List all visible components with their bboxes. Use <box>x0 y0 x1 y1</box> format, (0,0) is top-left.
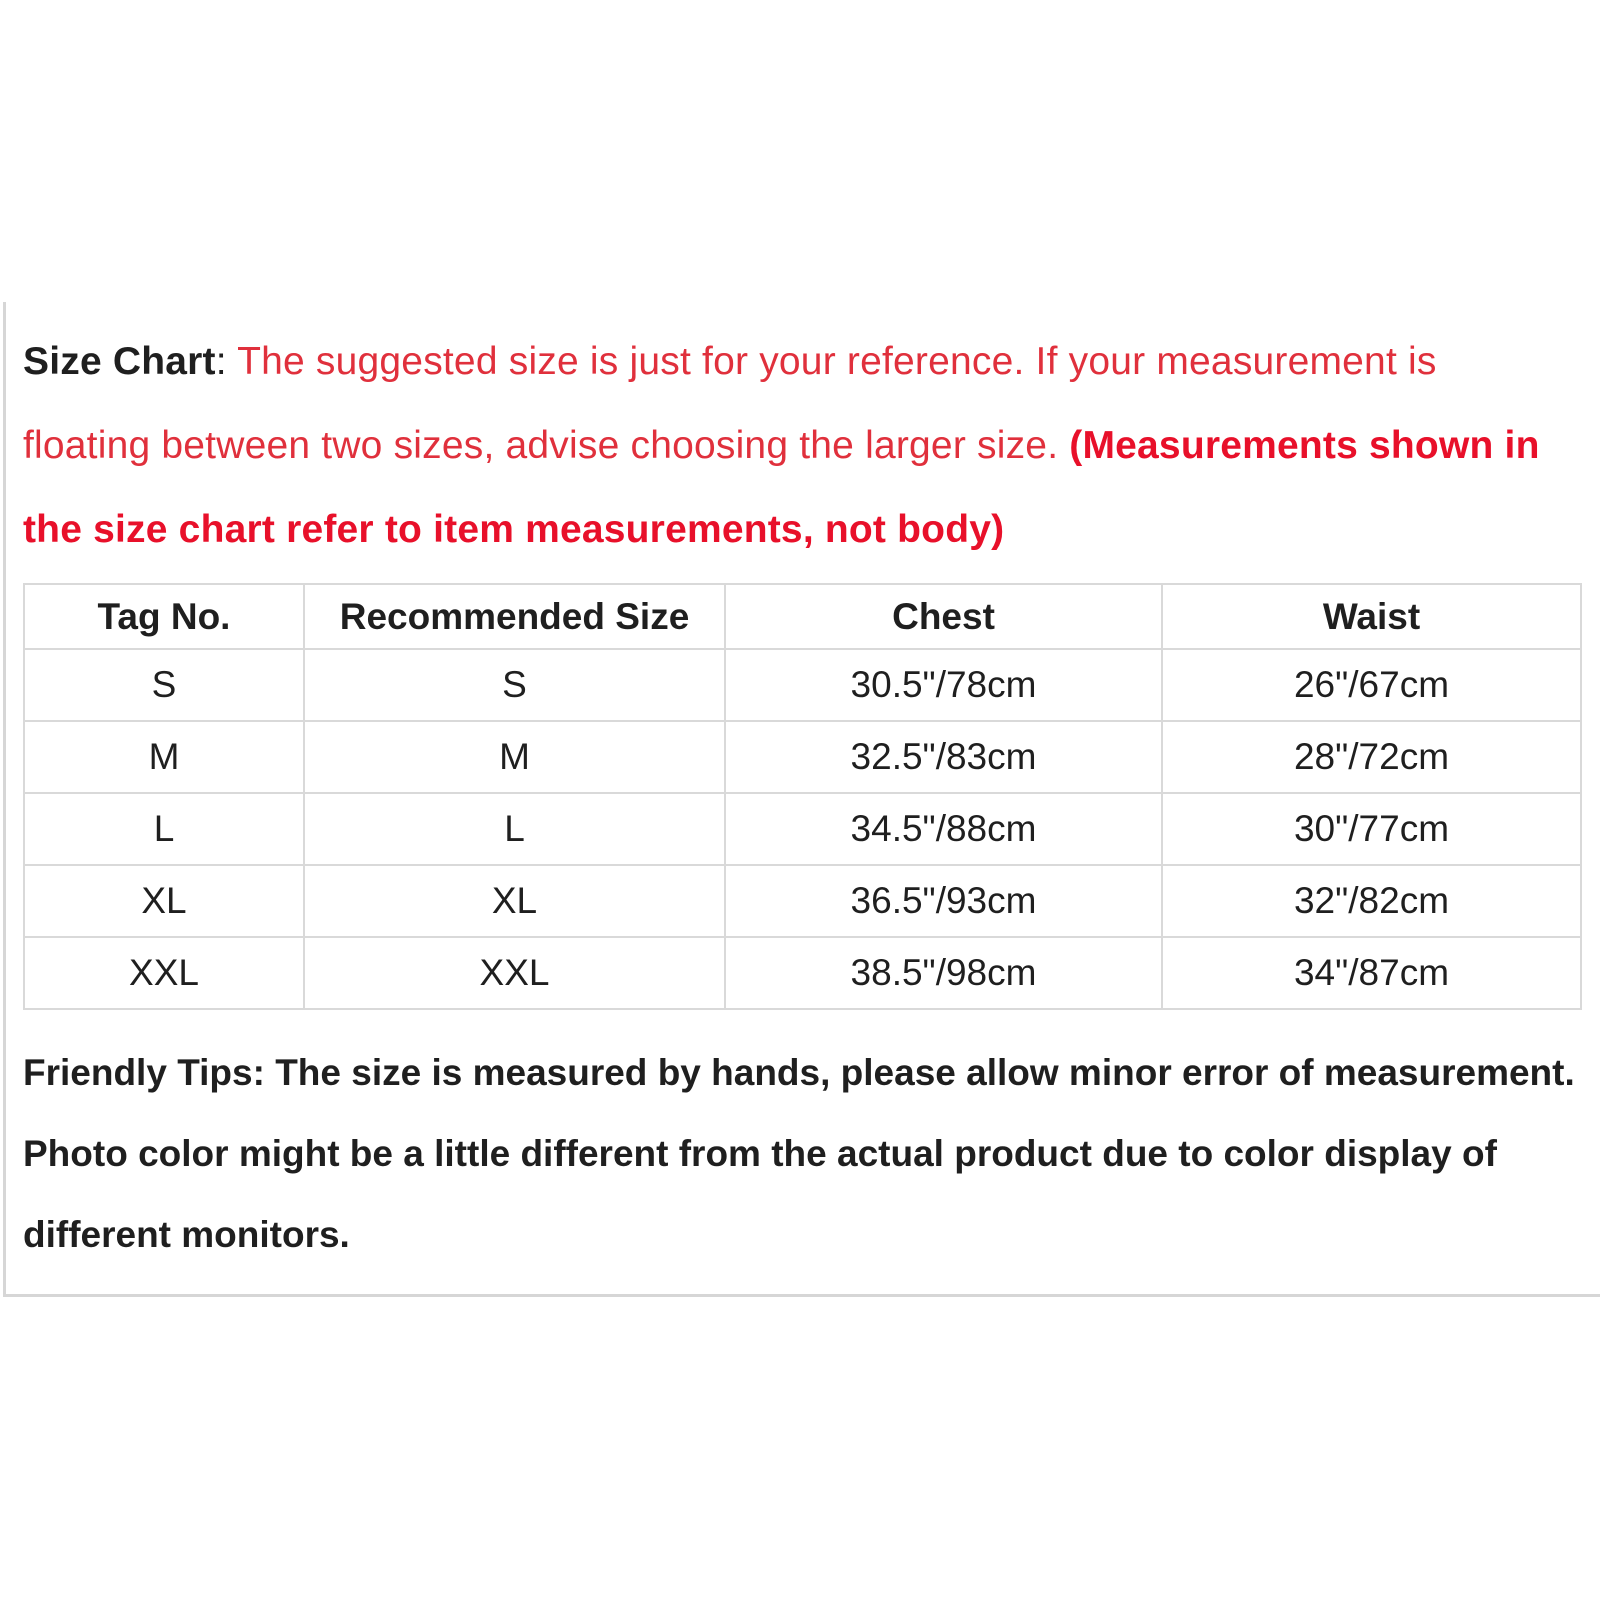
cell-chest: 38.5"/98cm <box>725 937 1162 1009</box>
table-row <box>24 793 1581 865</box>
size-advice-text: The suggested size is just for your reference. If your measurement is floating between two sizes, advise choosing the larger size. <box>23 340 1437 467</box>
table-row <box>24 865 1581 937</box>
cell-recommended-size: XXL <box>304 937 725 1009</box>
cell-waist: 34"/87cm <box>1162 937 1581 1009</box>
size-chart-panel <box>3 302 1600 1297</box>
size-chart-colon: : <box>215 340 227 383</box>
cell-waist: 32"/82cm <box>1162 865 1581 937</box>
cell-tag-no: XL <box>24 865 304 937</box>
cell-waist: 26"/67cm <box>1162 649 1581 721</box>
cell-recommended-size: L <box>304 793 725 865</box>
header-tag-no: Tag No. <box>24 584 304 649</box>
cell-chest: 30.5"/78cm <box>725 649 1162 721</box>
size-table <box>23 583 1582 1010</box>
friendly-tips: Friendly Tips: The size is measured by hands, please allow minor error of measurement. Photo color might be a little different from the actual product due to color display of different monitors. <box>23 1052 1575 1255</box>
cell-tag-no: M <box>24 721 304 793</box>
measurement-note: (Measurements shown in the size chart refer to item measurements, not body) <box>23 424 1540 551</box>
cell-waist: 30"/77cm <box>1162 793 1581 865</box>
cell-chest: 36.5"/93cm <box>725 865 1162 937</box>
cell-tag-no: S <box>24 649 304 721</box>
cell-tag-no: XXL <box>24 937 304 1009</box>
cell-tag-no: L <box>24 793 304 865</box>
cell-chest: 32.5"/83cm <box>725 721 1162 793</box>
size-chart-label: Size Chart <box>23 340 216 383</box>
table-row <box>24 937 1581 1009</box>
cell-waist: 28"/72cm <box>1162 721 1581 793</box>
table-header-row <box>24 584 1581 649</box>
cell-recommended-size: M <box>304 721 725 793</box>
table-row <box>24 649 1581 721</box>
header-recommended-size: Recommended Size <box>304 584 725 649</box>
header-chest: Chest <box>725 584 1162 649</box>
cell-recommended-size: S <box>304 649 725 721</box>
size-chart-intro <box>23 320 1563 572</box>
cell-chest: 34.5"/88cm <box>725 793 1162 865</box>
header-waist: Waist <box>1162 584 1581 649</box>
table-row <box>24 721 1581 793</box>
cell-recommended-size: XL <box>304 865 725 937</box>
